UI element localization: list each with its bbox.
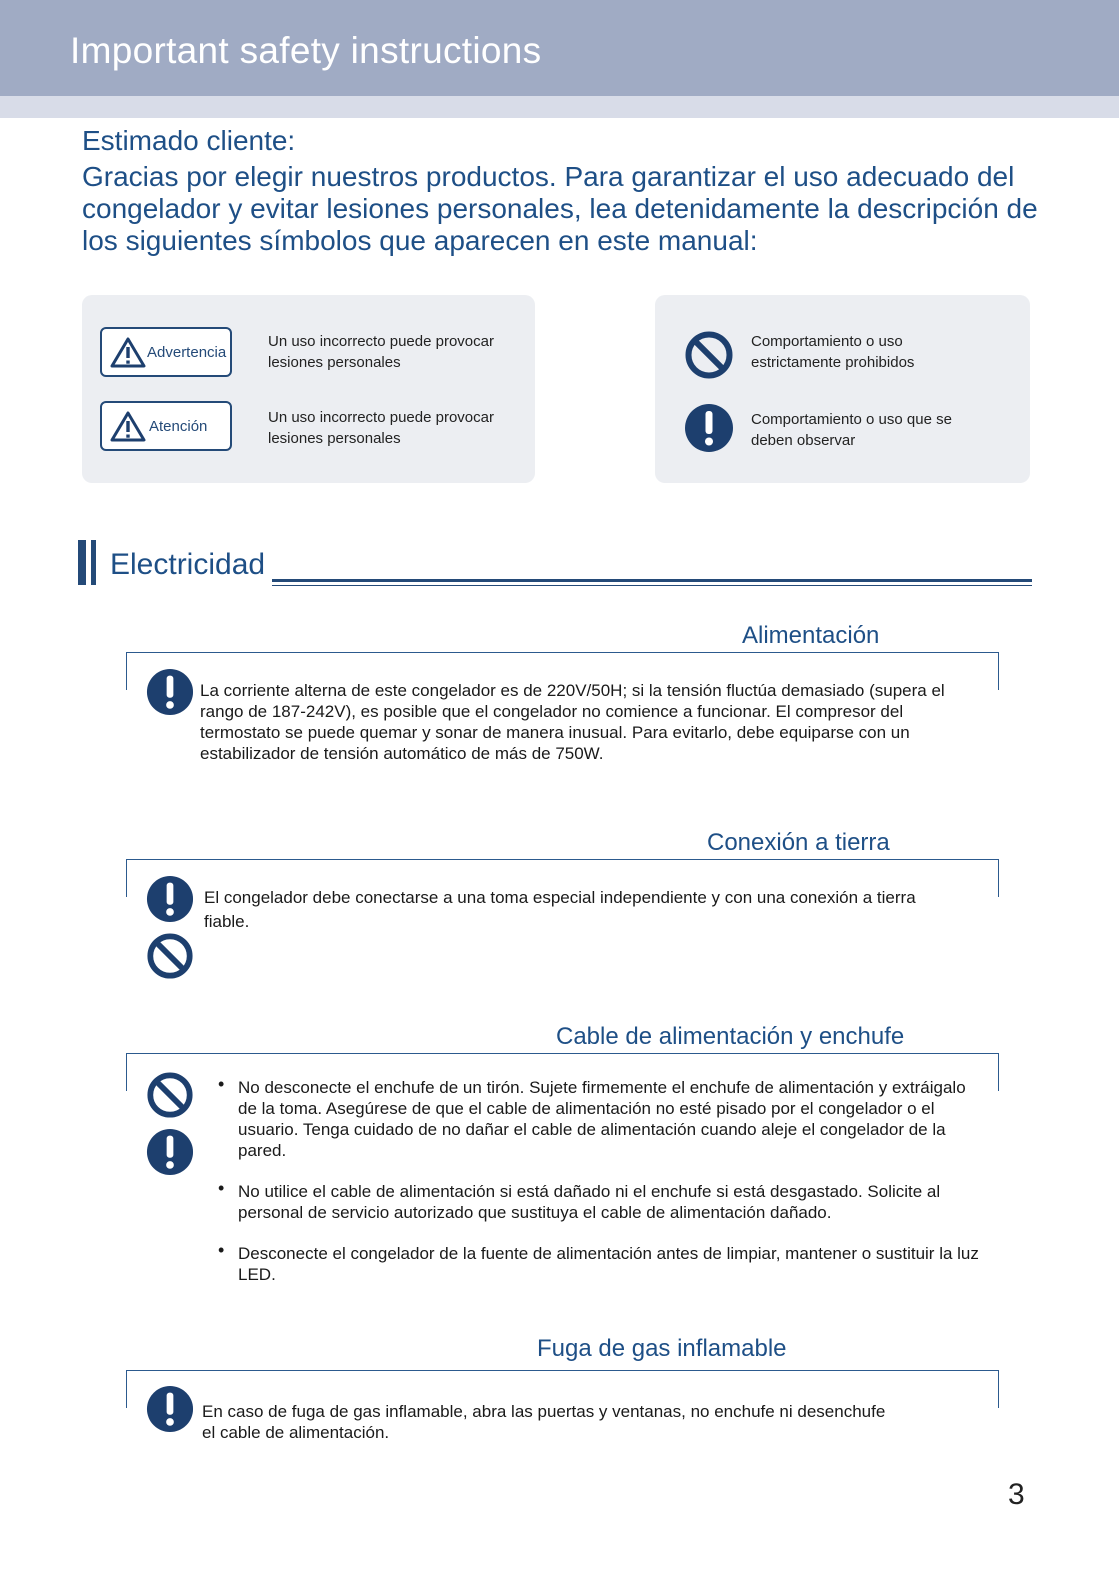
gas-text: En caso de fuga de gas inflamable, abra las puertas y ventanas, no enchufe ni desenchufe el cable de alimentación. — [202, 1402, 886, 1442]
section-marker — [91, 540, 96, 585]
section-title: Electricidad — [110, 548, 266, 581]
caution-description: Un uso incorrecto puede provocar lesiones personales — [268, 409, 494, 447]
mandatory-icon — [146, 1128, 194, 1176]
cable-bullet: • No desconecte el enchufe de un tirón. Sujete firmemente el enchufe de alimentación y extráigalo de la toma. Asegúrese de que el cable de alimentación no esté pisado por el congelador o el usuario. Tenga cuidado de no dañar el cable de alimentación cuando aleje el congelador de la pared. — [218, 1077, 988, 1161]
gas-title: Fuga de gas inflamable — [529, 1335, 795, 1363]
section-underline — [272, 585, 1032, 586]
intro-greeting: Estimado cliente: — [82, 125, 296, 156]
header-strip — [0, 96, 1119, 118]
mandatory-icon — [684, 403, 734, 453]
caution-badge — [100, 401, 232, 451]
page-number: 3 — [1008, 1478, 1025, 1511]
warning-badge — [100, 327, 232, 377]
power-title: Alimentación — [734, 622, 887, 650]
cable-bullet: • Desconecte el congelador de la fuente de alimentación antes de limpiar, mantener o sustituir la luz LED. — [218, 1243, 988, 1285]
warning-description: Un uso incorrecto puede provocar lesiones personales — [268, 333, 494, 371]
ground-title: Conexión a tierra — [699, 829, 898, 857]
warning-triangle-icon — [110, 336, 146, 368]
caution-label: Atención — [149, 417, 208, 435]
prohibited-icon — [146, 932, 194, 980]
page-header — [0, 0, 1119, 96]
legend-box-symbols — [655, 295, 1030, 483]
prohibited-description: Comportamiento o uso estrictamente prohibidos — [751, 333, 915, 371]
cable-bullets — [218, 1077, 988, 1305]
mandatory-description: Comportamiento o uso que se deben observar — [751, 411, 952, 449]
prohibited-icon — [684, 330, 734, 380]
intro-text: Gracias por elegir nuestros productos. Para garantizar el uso adecuado del congelador y evitar lesiones personales, lea detenidamente la descripción de los siguientes símbolos que aparecen en este manual: — [82, 161, 1038, 256]
power-text: La corriente alterna de este congelador es de 220V/50H; si la tensión fluctúa demasiado (supera el rango de 187-242V), es posible que el congelador no comience a funcionar. El compresor del termostato se puede quemar y sonar de manera inusual. Para evitarlo, debe equiparse con un estabilizador de tensión automático de más de 750W. — [200, 681, 945, 763]
warning-label: Advertencia — [147, 343, 227, 361]
header-title: Important safety instructions — [70, 30, 542, 71]
warning-triangle-icon — [110, 410, 146, 442]
prohibited-icon — [146, 1071, 194, 1119]
mandatory-icon — [146, 668, 194, 716]
cable-title: Cable de alimentación y enchufe — [548, 1023, 912, 1051]
mandatory-icon — [146, 1385, 194, 1433]
section-marker — [78, 540, 86, 585]
ground-text: El congelador debe conectarse a una toma especial independiente y con una conexión a tierra fiable. — [204, 888, 916, 931]
cable-bullet: • No utilice el cable de alimentación si está dañado ni el enchufe si está desgastado. Solicite al personal de servicio autorizado que sustituya el cable de alimentación dañado. — [218, 1181, 988, 1223]
mandatory-icon — [146, 875, 194, 923]
intro — [82, 125, 1072, 257]
section-underline — [272, 579, 1032, 582]
legend-box-labels — [82, 295, 535, 483]
